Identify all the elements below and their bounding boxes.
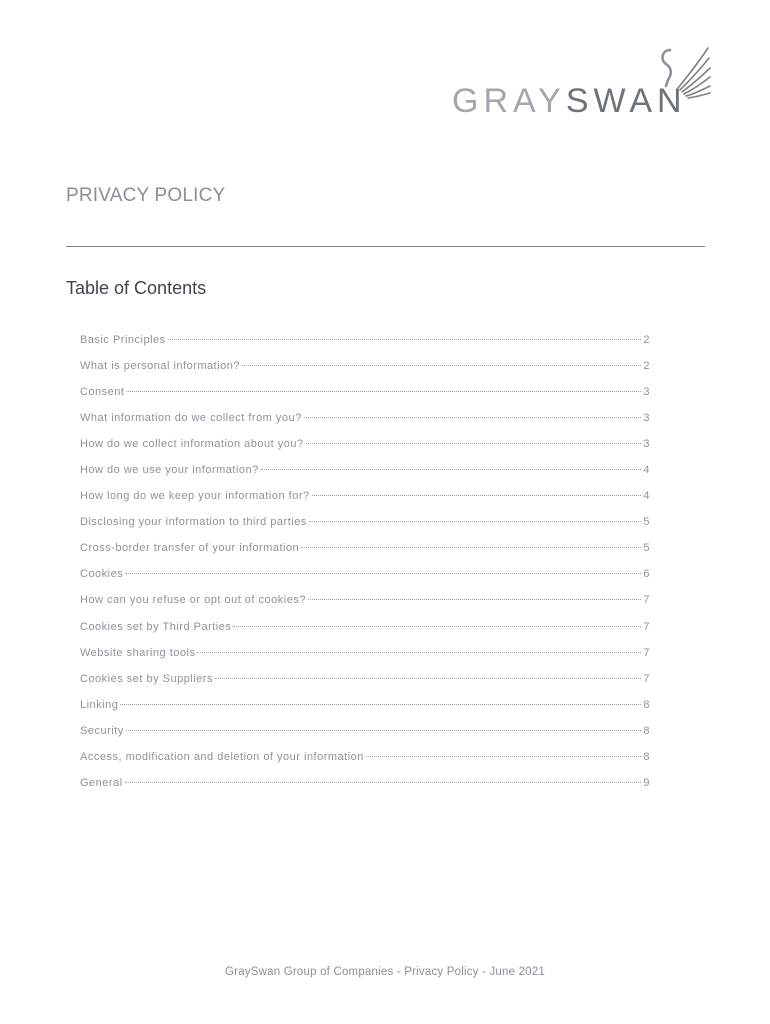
toc-entry-page-number: 3 bbox=[643, 386, 650, 399]
toc-entry-label: Security bbox=[80, 724, 124, 737]
toc-dot-leader bbox=[242, 365, 641, 366]
company-logo bbox=[452, 44, 714, 122]
toc-dot-leader bbox=[125, 573, 641, 574]
toc-entry-page-number: 8 bbox=[643, 698, 650, 711]
toc-dot-leader bbox=[126, 730, 642, 731]
toc-entry-label: Disclosing your information to third parties bbox=[80, 516, 307, 529]
toc-entry-label: Consent bbox=[80, 386, 125, 399]
toc-entry[interactable] bbox=[80, 751, 650, 777]
toc-entry-page-number: 7 bbox=[643, 594, 650, 607]
toc-dot-leader bbox=[366, 756, 641, 757]
toc-entry[interactable] bbox=[80, 334, 650, 360]
toc-entry[interactable] bbox=[80, 568, 650, 594]
toc-entry-label: What information do we collect from you? bbox=[80, 412, 302, 425]
toc-entry-label: Cookies set by Suppliers bbox=[80, 672, 214, 685]
toc-entry[interactable] bbox=[80, 412, 650, 438]
toc-entry-page-number: 7 bbox=[643, 672, 650, 685]
toc-heading: Table of Contents bbox=[66, 278, 207, 298]
toc-entry[interactable] bbox=[80, 490, 650, 516]
toc-entry-label: How do we use your information? bbox=[80, 464, 259, 477]
toc-dot-leader bbox=[215, 678, 641, 679]
toc-entry[interactable] bbox=[80, 725, 650, 751]
toc-entry-page-number: 6 bbox=[643, 568, 650, 581]
toc-dot-leader bbox=[308, 599, 641, 600]
toc-entry[interactable] bbox=[80, 542, 650, 568]
toc-entry[interactable] bbox=[80, 516, 650, 542]
toc-entry-page-number: 3 bbox=[643, 412, 650, 425]
toc-dot-leader bbox=[304, 417, 642, 418]
toc-entry-label: Basic Principles bbox=[80, 334, 166, 346]
toc-entry[interactable] bbox=[80, 647, 650, 673]
toc-entry[interactable] bbox=[80, 360, 650, 386]
logo-wordmark bbox=[452, 82, 687, 120]
toc-dot-leader bbox=[312, 495, 642, 496]
toc-dot-leader bbox=[126, 391, 641, 392]
toc-entry-page-number: 8 bbox=[643, 750, 650, 763]
toc-dot-leader bbox=[309, 521, 642, 522]
toc-entry-label: Linking bbox=[80, 698, 119, 711]
toc-entry-page-number: 2 bbox=[643, 360, 650, 373]
toc-entry-label: Cross-border transfer of your information bbox=[80, 542, 300, 555]
toc-dot-leader bbox=[306, 443, 642, 444]
toc-entry-label: Website sharing tools bbox=[80, 646, 196, 659]
toc-dot-leader bbox=[261, 469, 642, 470]
toc-entry-label: Access, modification and deletion of your information bbox=[80, 750, 364, 763]
page-footer: GraySwan Group of Companies - Privacy Policy - June 2021 bbox=[225, 966, 545, 978]
toc-entry-label: Cookies bbox=[80, 568, 124, 581]
toc-entry[interactable] bbox=[80, 621, 650, 647]
toc-entry-page-number: 3 bbox=[643, 438, 650, 451]
toc-entry[interactable] bbox=[80, 777, 650, 803]
toc-entry-label: How can you refuse or opt out of cookies? bbox=[80, 594, 306, 607]
toc-entry-page-number: 7 bbox=[643, 646, 650, 659]
toc-dot-leader bbox=[197, 652, 641, 653]
toc-entry-label: What is personal information? bbox=[80, 360, 241, 373]
toc-entry[interactable] bbox=[80, 594, 650, 620]
toc-entry[interactable] bbox=[80, 673, 650, 699]
toc-dot-leader bbox=[301, 547, 641, 548]
logo-word-gray: GRAY bbox=[452, 82, 566, 120]
toc-entry-page-number: 8 bbox=[643, 724, 650, 737]
toc-entry-page-number: 4 bbox=[643, 464, 650, 477]
toc-entry-page-number: 5 bbox=[643, 516, 650, 529]
toc-dot-leader bbox=[125, 782, 642, 783]
toc-entry[interactable] bbox=[80, 438, 650, 464]
toc-entry-page-number: 4 bbox=[643, 490, 650, 503]
page-title: PRIVACY POLICY bbox=[66, 185, 226, 206]
toc-entry-label: How long do we keep your information for? bbox=[80, 490, 310, 503]
toc-entry[interactable] bbox=[80, 464, 650, 490]
toc-entry[interactable] bbox=[80, 386, 650, 412]
toc-entry-label: General bbox=[80, 776, 123, 789]
toc-entry-page-number: 7 bbox=[643, 620, 650, 633]
toc-dot-leader bbox=[168, 339, 642, 340]
toc-entry-page-number: 9 bbox=[643, 776, 650, 789]
toc-dot-leader bbox=[233, 626, 641, 627]
toc-entry-label: Cookies set by Third Parties bbox=[80, 620, 232, 633]
table-of-contents bbox=[80, 334, 650, 803]
toc-entry-page-number: 5 bbox=[643, 542, 650, 555]
toc-entry-page-number: 2 bbox=[643, 334, 650, 346]
toc-entry-label: How do we collect information about you? bbox=[80, 438, 304, 451]
title-divider bbox=[66, 246, 705, 247]
toc-dot-leader bbox=[120, 704, 641, 705]
logo-word-swan: SWAN bbox=[565, 82, 687, 120]
toc-entry[interactable] bbox=[80, 699, 650, 725]
